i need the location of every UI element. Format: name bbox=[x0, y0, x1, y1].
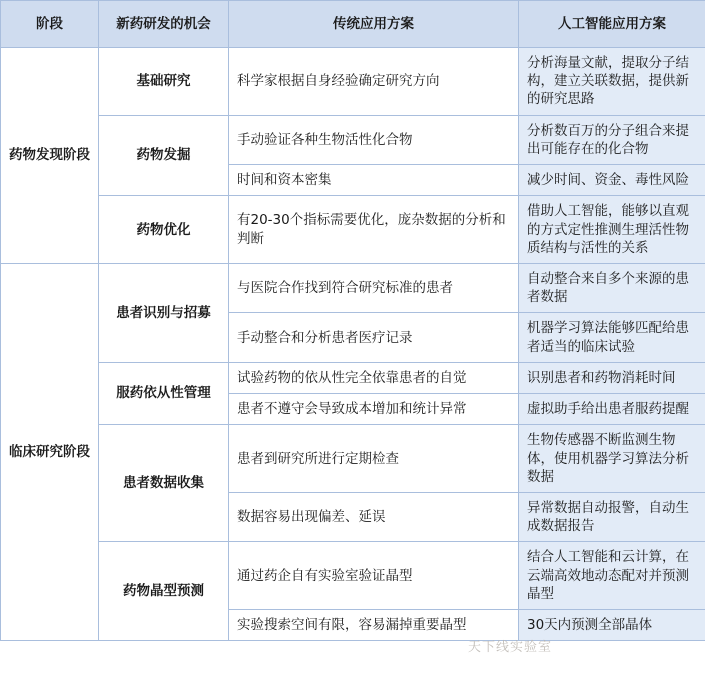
column-header-traditional: 传统应用方案 bbox=[229, 1, 519, 48]
column-header-stage: 阶段 bbox=[1, 1, 99, 48]
table-body bbox=[1, 48, 705, 641]
opportunity-cell: 药物优化 bbox=[99, 196, 229, 264]
table-row bbox=[1, 362, 705, 393]
traditional-cell: 手动验证各种生物活性化合物 bbox=[229, 115, 519, 164]
opportunity-cell: 患者数据收集 bbox=[99, 425, 229, 542]
traditional-cell: 科学家根据自身经验确定研究方向 bbox=[229, 48, 519, 116]
ai-cell: 生物传感器不断监测生物体，使用机器学习算法分析数据 bbox=[519, 425, 705, 493]
table-row bbox=[1, 115, 705, 164]
traditional-cell: 时间和资本密集 bbox=[229, 165, 519, 196]
ai-cell: 30天内预测全部晶体 bbox=[519, 610, 705, 641]
traditional-cell: 手动整合和分析患者医疗记录 bbox=[229, 313, 519, 362]
opportunity-cell: 药物发掘 bbox=[99, 115, 229, 196]
traditional-cell: 试验药物的依从性完全依靠患者的自觉 bbox=[229, 362, 519, 393]
ai-cell: 异常数据自动报警，自动生成数据报告 bbox=[519, 492, 705, 541]
traditional-cell: 实验搜索空间有限，容易漏掉重要晶型 bbox=[229, 610, 519, 641]
ai-cell: 分析海量文献，提取分子结构，建立关联数据，提供新的研究思路 bbox=[519, 48, 705, 116]
ai-cell: 减少时间、资金、毒性风险 bbox=[519, 165, 705, 196]
column-header-ai: 人工智能应用方案 bbox=[519, 1, 705, 48]
table-header bbox=[1, 1, 705, 48]
table-row bbox=[1, 263, 705, 312]
watermark-text: 天下线实验室 bbox=[468, 640, 553, 655]
ai-cell: 借助人工智能，能够以直观的方式定性推测生理活性物质结构与活性的关系 bbox=[519, 196, 705, 264]
column-header-opportunity: 新药研发的机会 bbox=[99, 1, 229, 48]
stage-cell: 药物发现阶段 bbox=[1, 48, 99, 264]
table-row bbox=[1, 48, 705, 116]
ai-cell: 机器学习算法能够匹配给患者适当的临床试验 bbox=[519, 313, 705, 362]
traditional-cell: 与医院合作找到符合研究标准的患者 bbox=[229, 263, 519, 312]
table-row bbox=[1, 542, 705, 610]
header-row bbox=[1, 1, 705, 48]
ai-cell: 分析数百万的分子组合来提出可能存在的化合物 bbox=[519, 115, 705, 164]
traditional-cell: 通过药企自有实验室验证晶型 bbox=[229, 542, 519, 610]
traditional-cell: 数据容易出现偏差、延误 bbox=[229, 492, 519, 541]
traditional-cell: 患者到研究所进行定期检查 bbox=[229, 425, 519, 493]
table-row bbox=[1, 425, 705, 493]
table-row bbox=[1, 196, 705, 264]
opportunity-cell: 基础研究 bbox=[99, 48, 229, 116]
traditional-cell: 有20-30个指标需要优化，庞杂数据的分析和判断 bbox=[229, 196, 519, 264]
ai-cell: 结合人工智能和云计算，在云端高效地动态配对并预测晶型 bbox=[519, 542, 705, 610]
ai-cell: 自动整合来自多个来源的患者数据 bbox=[519, 263, 705, 312]
stage-cell: 临床研究阶段 bbox=[1, 263, 99, 640]
ai-cell: 虚拟助手给出患者服药提醒 bbox=[519, 394, 705, 425]
opportunity-cell: 患者识别与招募 bbox=[99, 263, 229, 362]
ai-cell: 识别患者和药物消耗时间 bbox=[519, 362, 705, 393]
traditional-cell: 患者不遵守会导致成本增加和统计异常 bbox=[229, 394, 519, 425]
opportunity-cell: 药物晶型预测 bbox=[99, 542, 229, 641]
opportunity-cell: 服药依从性管理 bbox=[99, 362, 229, 424]
